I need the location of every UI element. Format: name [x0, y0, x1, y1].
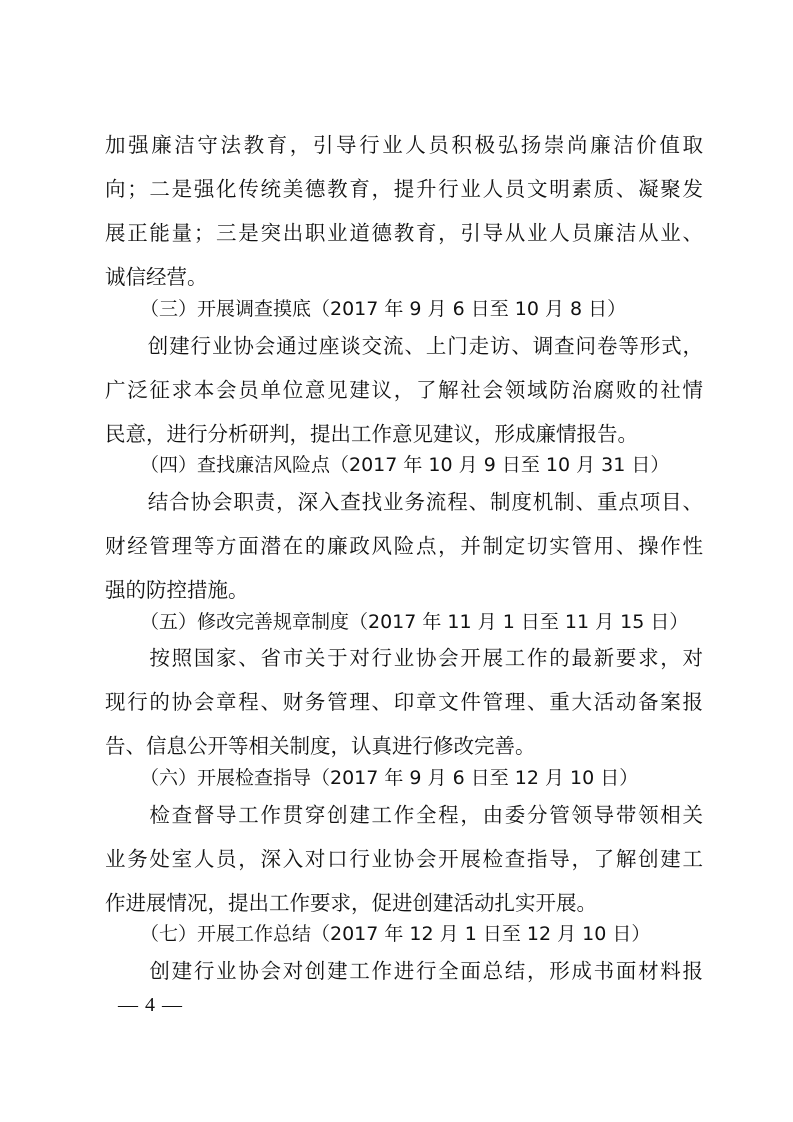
paragraph-line: 向；二是强化传统美德教育，提升行业人员文明素质、凝聚发: [105, 177, 703, 201]
paragraph-line: 告、信息公开等相关制度，认真进行修改完善。: [105, 734, 536, 758]
section-heading: （六）开展检查指导（2017 年 9 月 6 日至 12 月 10 日）: [140, 767, 639, 789]
paragraph-line: 创建行业协会对创建工作进行全面总结，形成书面材料报: [105, 959, 703, 983]
paragraph-line: 按照国家、省市关于对行业协会开展工作的最新要求，对: [105, 646, 703, 670]
page-number: — 4 —: [118, 994, 183, 1016]
section-heading: （七）开展工作总结（2017 年 12 月 1 日至 12 月 10 日）: [140, 923, 651, 945]
paragraph-line: 检查督导工作贯穿创建工作全程，由委分管领导带领相关: [105, 803, 703, 827]
paragraph-line: 民意，进行分析研判，提出工作意见建议，形成廉情报告。: [105, 422, 638, 446]
paragraph-line: 展正能量；三是突出职业道德教育，引导从业人员廉洁从业、: [105, 221, 703, 245]
paragraph-line: 加强廉洁守法教育，引导行业人员积极弘扬崇尚廉洁价值取: [105, 133, 703, 157]
paragraph-line: 广泛征求本会员单位意见建议，了解社会领域防治腐败的社情: [105, 378, 703, 402]
paragraph-line: 创建行业协会通过座谈交流、上门走访、调查问卷等形式，: [105, 334, 703, 358]
section-heading: （三）开展调查摸底（2017 年 9 月 6 日至 10 月 8 日）: [140, 298, 627, 320]
paragraph-line: 强的防控措施。: [105, 578, 249, 602]
paragraph-line: 结合协会职责，深入查找业务流程、制度机制、重点项目、: [105, 490, 703, 514]
paragraph-line: 现行的协会章程、财务管理、印章文件管理、重大活动备案报: [105, 690, 703, 714]
paragraph-line: 作进展情况，提出工作要求，促进创建活动扎实开展。: [105, 891, 597, 915]
paragraph-line: 诚信经营。: [105, 265, 208, 289]
section-heading: （四）查找廉洁风险点（2017 年 10 月 9 日至 10 月 31 日）: [140, 454, 670, 476]
paragraph-line: 业务处室人员，深入对口行业协会开展检查指导，了解创建工: [105, 847, 703, 871]
section-heading: （五）修改完善规章制度（2017 年 11 月 1 日至 11 月 15 日）: [140, 611, 689, 633]
paragraph-line: 财经管理等方面潜在的廉政风险点，并制定切实管用、操作性: [105, 534, 703, 558]
